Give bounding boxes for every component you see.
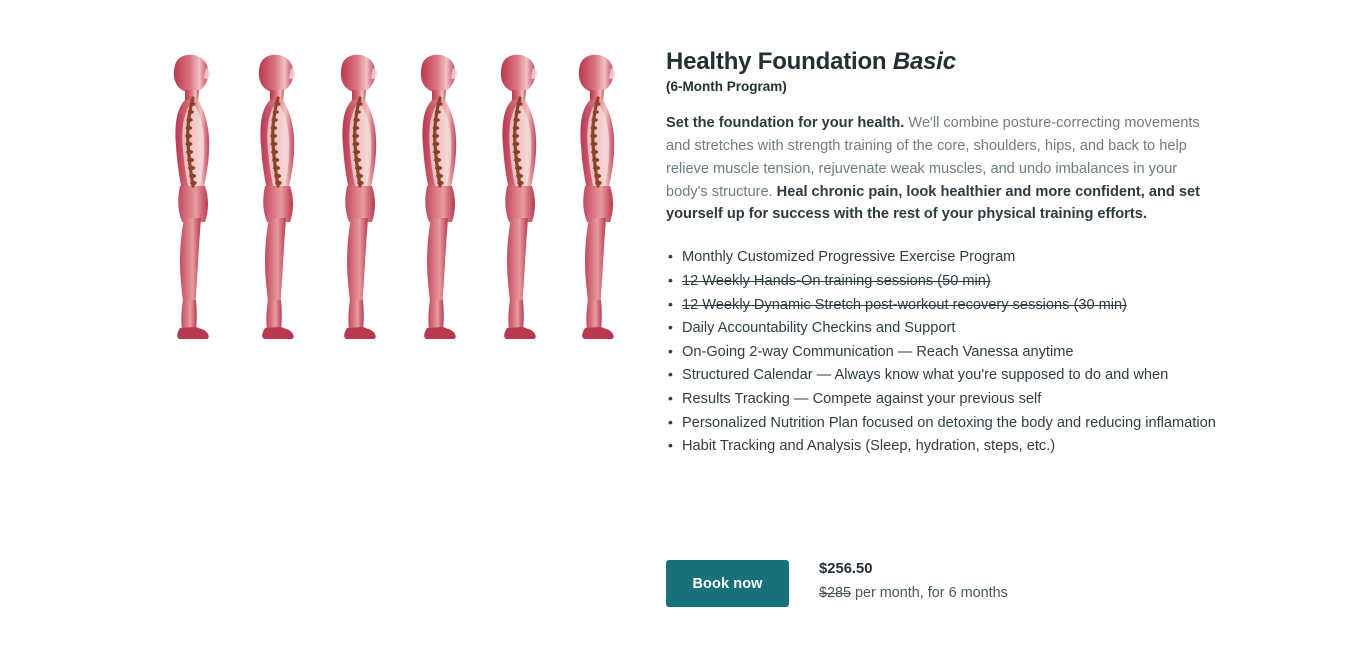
feature-text: Daily Accountability Checkins and Support	[682, 320, 956, 337]
description-body: We'll combine posture-correcting movements and stretches with strength training of the core, shoulders, hips, and back to help relieve muscle tension, rejuvenate weak muscles, and undo imbalances in your body's structure.	[666, 114, 1200, 200]
list-item	[666, 270, 1218, 293]
list-item	[666, 341, 1218, 364]
feature-list	[666, 246, 1226, 457]
list-item	[666, 412, 1218, 435]
feature-text: Structured Calendar — Always know what you're supposed to do and when	[682, 367, 1169, 384]
current-price: $256.50	[819, 561, 873, 577]
list-item	[666, 317, 1218, 340]
feature-text: Monthly Customized Progressive Exercise Program	[682, 249, 1016, 266]
feature-text: Personalized Nutrition Plan focused on detoxing the body and reducing inflamation	[682, 414, 1216, 431]
list-item	[666, 435, 1218, 458]
description-lead: Set the foundation for your health.	[666, 114, 905, 131]
list-item	[666, 294, 1218, 317]
billing-terms: per month, for 6 months	[851, 584, 1008, 601]
book-now-button[interactable]: Book now	[666, 560, 789, 607]
program-details	[666, 48, 1226, 459]
title-main: Healthy Foundation	[666, 48, 893, 75]
price-block	[819, 560, 1008, 604]
price-terms	[819, 583, 1008, 604]
description-emphasis: Heal chronic pain, look healthier and more confident, and set yourself up for success with the rest of your physical training efforts.	[666, 183, 1200, 223]
list-item	[666, 388, 1218, 411]
feature-text: Habit Tracking and Analysis (Sleep, hydration, steps, etc.)	[682, 438, 1056, 455]
program-duration-subtitle: (6-Month Program)	[666, 78, 787, 94]
feature-text: Results Tracking — Compete against your previous self	[682, 390, 1042, 407]
purchase-row	[666, 560, 1226, 607]
program-description	[666, 112, 1214, 227]
feature-text: 12 Weekly Hands-On training sessions (50 min)	[682, 272, 991, 289]
title-italic: Basic	[892, 48, 956, 75]
original-price: $285	[819, 584, 852, 601]
posture-progression-figures	[140, 50, 640, 350]
feature-text: 12 Weekly Dynamic Stretch post-workout recovery sessions (30 min)	[682, 296, 1127, 313]
page-title	[666, 48, 1226, 77]
feature-text: On-Going 2-way Communication — Reach Vanessa anytime	[682, 343, 1074, 360]
list-item	[666, 246, 1218, 269]
list-item	[666, 364, 1218, 387]
